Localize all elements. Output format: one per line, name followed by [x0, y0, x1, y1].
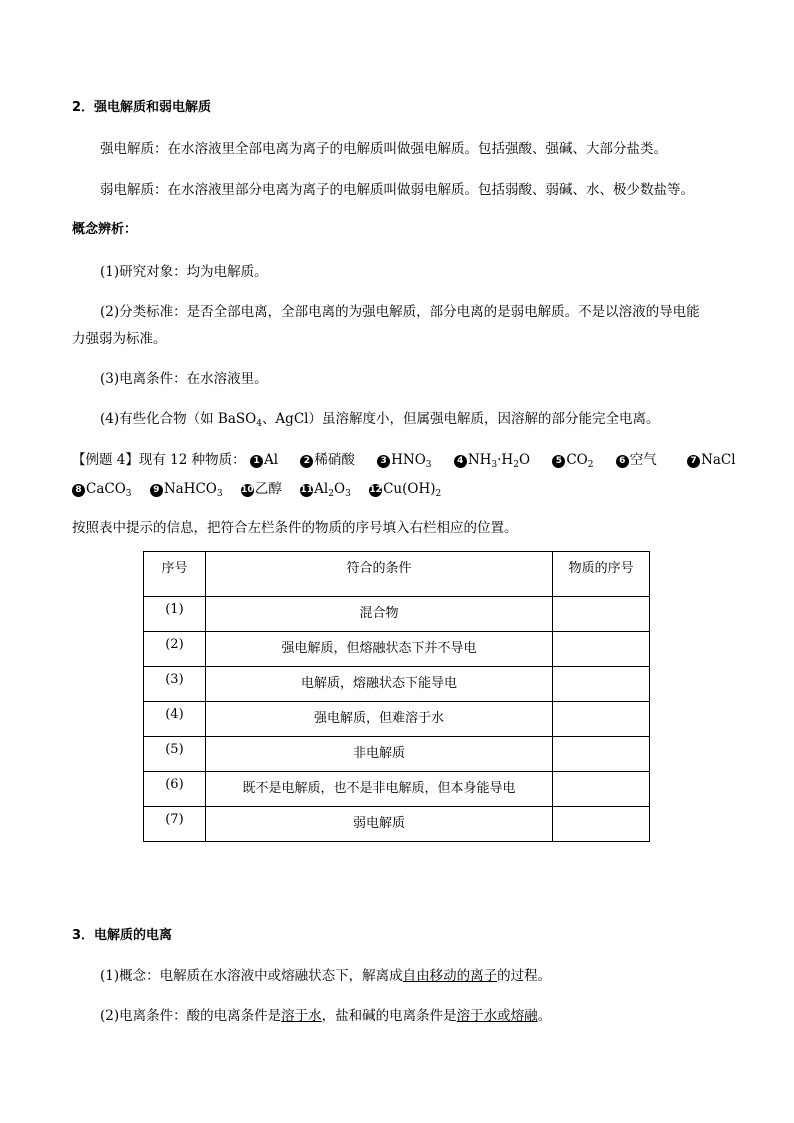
- substance-item: 6 空气: [616, 452, 657, 468]
- row-answer[interactable]: [553, 597, 650, 632]
- row-index: (2): [144, 632, 206, 667]
- header-index: 序号: [144, 552, 206, 597]
- header-answer: 物质的序号: [553, 552, 650, 597]
- answer-underline: 溶于水: [281, 1008, 322, 1024]
- table-row: [144, 772, 650, 807]
- substance-item: $11Al_2O_3$: [300, 481, 351, 499]
- substance-item: 7 NaCl: [687, 452, 736, 468]
- example-line-1: [72, 448, 736, 470]
- substance-item: 3 $HNO_3$: [377, 452, 431, 468]
- table-row: [144, 807, 650, 842]
- substance-item: 10乙醇: [241, 481, 282, 497]
- substance-item: 2 稀硝酸: [300, 452, 355, 468]
- table-row: [144, 737, 650, 772]
- example-intro: 【例题 4】现有 12 种物质：: [72, 452, 246, 468]
- header-condition: 符合的条件: [205, 552, 552, 597]
- row-answer[interactable]: [553, 702, 650, 737]
- analysis-point-2: (2)分类标准：是否全部电离，全部电离的为强电解质，部分电离的是弱电解质。不是以溶液的导电能: [100, 304, 700, 320]
- table-header-row: [144, 552, 650, 597]
- row-answer[interactable]: [553, 772, 650, 807]
- table-row: [144, 702, 650, 737]
- row-index: (1): [144, 597, 206, 632]
- row-condition: 弱电解质: [205, 807, 552, 842]
- row-index: (3): [144, 667, 206, 702]
- answer-underline: 自由移动的离子: [402, 968, 498, 984]
- row-condition: 电解质，熔融状态下能导电: [205, 667, 552, 702]
- example-instruction: 按照表中提示的信息，把符合左栏条件的物质的序号填入右栏相应的位置。: [72, 520, 518, 536]
- analysis-point-4: (4)有些化合物（如 BaSO$_4$、AgCl）虽溶解度小，但属强电解质，因溶解的部分能完全电离。: [100, 411, 660, 429]
- table-row: [144, 632, 650, 667]
- ionization-condition: (2)电离条件：酸的电离条件是溶于水，盐和碱的电离条件是溶于水或熔融。: [100, 1008, 552, 1024]
- row-condition: 强电解质，但难溶于水: [205, 702, 552, 737]
- example-line-2: [72, 477, 441, 499]
- substance-item: 4 $NH_3\cdot H_2O$: [454, 452, 530, 468]
- substance-item: $12Cu(OH)_2$: [369, 481, 442, 499]
- row-condition: 非电解质: [205, 737, 552, 772]
- conditions-table: [143, 551, 650, 842]
- weak-electrolyte-definition: 弱电解质：在水溶液里部分电离为离子的电解质叫做弱电解质。包括弱酸、弱碱、水、极少数盐等。: [100, 182, 694, 198]
- row-index: (5): [144, 737, 206, 772]
- row-answer[interactable]: [553, 737, 650, 772]
- table-row: [144, 597, 650, 632]
- section3-heading: 3．电解质的电离: [72, 928, 173, 943]
- ionization-concept: (1)概念：电解质在水溶液中或熔融状态下，解离成自由移动的离子的过程。: [100, 968, 552, 984]
- row-condition: 混合物: [205, 597, 552, 632]
- substance-item: 9 NaHCO$_3$: [150, 481, 223, 497]
- analysis-point-2-cont: 力强弱为标准。: [72, 331, 167, 347]
- row-index: (6): [144, 772, 206, 807]
- row-condition: 强电解质，但熔融状态下并不导电: [205, 632, 552, 667]
- substance-item: 8 CaCO$_3$: [72, 481, 132, 497]
- table-row: [144, 667, 650, 702]
- analysis-point-3: (3)电离条件：在水溶液里。: [100, 371, 268, 387]
- row-answer[interactable]: [553, 632, 650, 667]
- row-index: (7): [144, 807, 206, 842]
- substance-item: 1 Al: [250, 452, 278, 468]
- strong-electrolyte-definition: 强电解质：在水溶液里全部电离为离子的电解质叫做强电解质。包括强酸、强碱、大部分盐类。: [100, 141, 667, 157]
- row-condition: 既不是电解质，也不是非电解质，但本身能导电: [205, 772, 552, 807]
- analysis-point-1: (1)研究对象：均为电解质。: [100, 264, 268, 280]
- analysis-heading: 概念辨析：: [72, 222, 138, 237]
- substance-item: 5 $CO_2$: [552, 452, 593, 468]
- row-index: (4): [144, 702, 206, 737]
- section2-heading: 2．强电解质和弱电解质: [72, 100, 212, 115]
- row-answer[interactable]: [553, 807, 650, 842]
- answer-underline: 溶于水或熔融: [456, 1008, 538, 1024]
- row-answer[interactable]: [553, 667, 650, 702]
